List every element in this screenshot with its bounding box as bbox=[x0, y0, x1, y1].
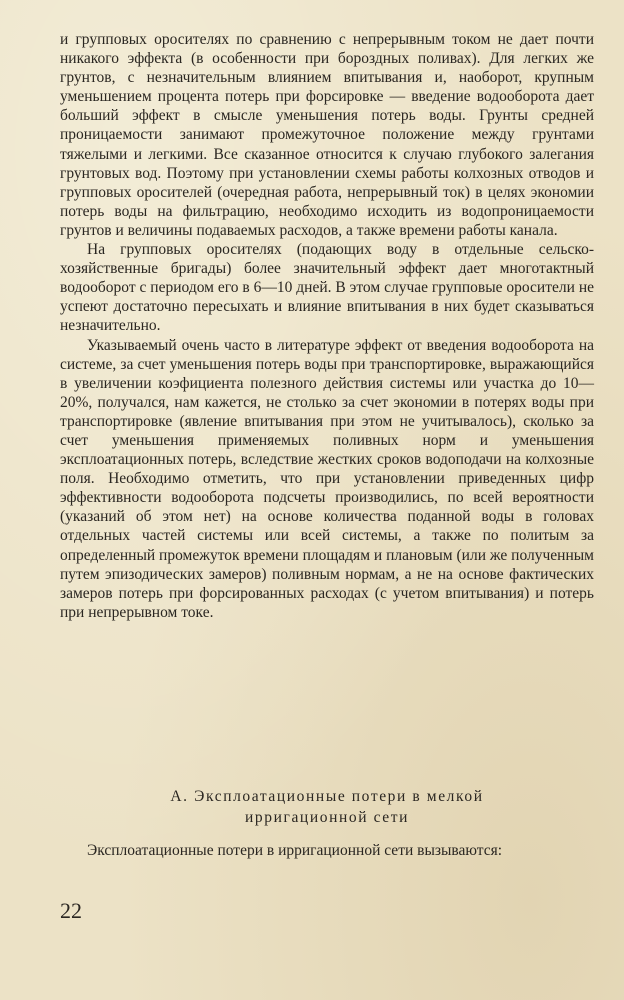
paragraph-2: На групповых оросителях (подающих воду в отдельные сельско-хозяйственные бригады) более значительный эффект дает многотактный водооборот с периодом его в 6—10 дней. В этом случае групповые оросители не успеют достаточно пересыхать и влияние впитывания в них будет сказываться незначительно. bbox=[60, 241, 594, 335]
paragraph-3: Указываемый очень часто в литературе эффект от введения водооборота на системе, за счет уменьшения потерь воды при транспортировке, выражающийся в увеличении коэфициента полезного действия системы или участка до 10—20%, получался, нам кажется, не столько за счет экономии в потерях воды при транспортировке (явление впитывания при этом не учитывалось), сколько за счет уменьшения применяемых поливных норм и уменьшения эксплоатационных потерь, вследствие жестких сроков водоподачи на колхозные поля. Необходимо отметить, что при установлении приведенных цифр эффективности водооборота подсчеты производились, по всей вероятности (указаний об этом нет) на основе количества поданной воды в головах отдельных частей системы или всей системы, а также по политым за определенный промежуток времени площадям и плановым (или же полученным путем эпизодических замеров) поливным нормам, а не на основе фактических замеров потерь при форсированных расходах (с учетом впитывания) и потерь при непрерывном токе. bbox=[60, 336, 594, 621]
section-heading bbox=[60, 786, 594, 828]
closing-paragraph: Эксплоатационные потери в ирригационной сети вызываются: bbox=[87, 842, 503, 859]
body-text bbox=[60, 30, 594, 622]
section-heading-line-1: А. Эксплоатационные потери в мелкой bbox=[170, 788, 484, 805]
page-number: 22 bbox=[60, 898, 82, 923]
paragraph-1: и групповых оросителях по сравнению с непрерывным током не дает почти никакого эффекта (в особенности при бороздных поливах). Для легких же грунтов, с незначительным влиянием впитывания и, наоборот, крупным уменьшением процента потерь при форсировке — введение водооборота дает больший эффект в смысле уменьшения потерь воды. Грунты средней проницаемости занимают промежуточное положение между грунтами тяжелыми и легкими. Все сказанное относится к случаю глубокого залегания грунтовых вод. Поэтому при установлении схемы работы колхозных отводов и групповых оросителей (очередная работа, непрерывный ток) в целях экономии потерь воды на фильтрацию, необходимо исходить из водопроницаемости грунтов и величины подаваемых расходов, а также времени работы канала. bbox=[60, 31, 594, 239]
section-heading-line-2: ирригационной сети bbox=[245, 809, 409, 826]
